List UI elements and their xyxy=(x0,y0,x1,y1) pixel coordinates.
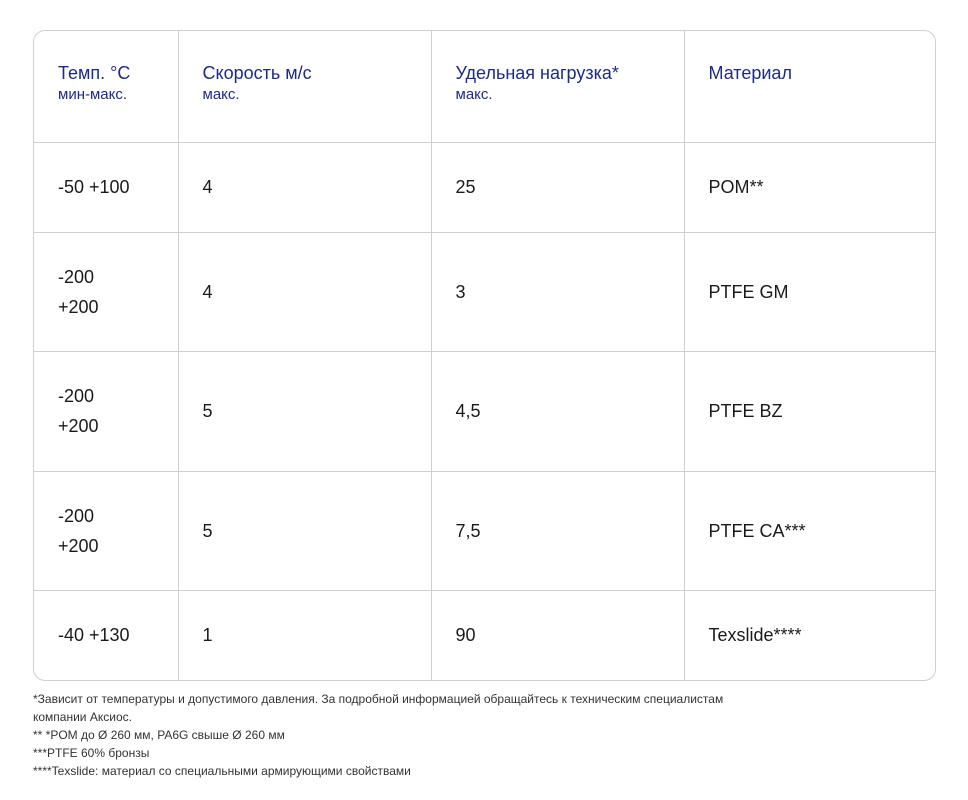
footnotes xyxy=(33,690,733,780)
materials-table xyxy=(34,31,935,680)
temp-line-2: +200 xyxy=(58,416,99,436)
header-temperature-label: Темп. °С xyxy=(58,63,131,83)
cell-material: PTFE BZ xyxy=(684,351,935,471)
cell-load: 25 xyxy=(431,142,684,232)
header-material xyxy=(684,31,935,142)
temp-line-1: -200 xyxy=(58,505,95,526)
temp-line-1: -50 +100 xyxy=(58,177,130,197)
cell-temperature xyxy=(34,471,178,590)
header-load-label: Удельная нагрузка* xyxy=(455,63,619,83)
temp-line-2: +200 xyxy=(58,296,99,317)
cell-load: 7,5 xyxy=(431,471,684,590)
cell-temperature xyxy=(34,590,178,680)
cell-material: PTFE GM xyxy=(684,232,935,351)
table-row xyxy=(34,142,935,232)
header-material-label: Материал xyxy=(708,63,792,83)
header-load xyxy=(431,31,684,142)
cell-material: Texslide**** xyxy=(708,625,802,646)
cell-temperature xyxy=(34,142,178,232)
header-load-sub: макс. xyxy=(455,86,493,103)
cell-speed: 5 xyxy=(178,471,431,590)
header-row xyxy=(34,31,935,142)
materials-table-container xyxy=(33,30,936,681)
table-body xyxy=(34,142,935,680)
temp-line-1: -40 +130 xyxy=(58,625,130,646)
table-row xyxy=(34,471,935,590)
table-row xyxy=(34,351,935,471)
header-speed-sub: макс. xyxy=(202,86,240,103)
cell-load: 3 xyxy=(431,232,684,351)
header-temperature xyxy=(34,31,178,142)
cell-speed: 4 xyxy=(178,142,431,232)
cell-speed: 1 xyxy=(178,590,431,680)
cell-material: PTFE CA*** xyxy=(684,471,935,590)
header-speed xyxy=(178,31,431,142)
table-header xyxy=(34,31,935,142)
cell-temperature xyxy=(34,351,178,471)
temp-line-2: +200 xyxy=(58,535,99,556)
table-row xyxy=(34,232,935,351)
footnote-1: *Зависит от температуры и допустимого давления. За подробной информацией обращайтесь к техническим специалистам компании Аксиос. xyxy=(33,692,724,724)
cell-speed: 5 xyxy=(178,351,431,471)
footnote-4: ****Texslide: материал со специальными армирующими свойствами xyxy=(33,764,411,778)
cell-material: POM** xyxy=(684,142,935,232)
temp-line-1: -200 xyxy=(58,266,95,287)
cell-temperature xyxy=(34,232,178,351)
cell-load: 4,5 xyxy=(431,351,684,471)
footnote-3: ***PTFE 60% бронзы xyxy=(33,746,150,760)
footnote-2: ** *POM до Ø 260 мм, PA6G свыше Ø 260 мм xyxy=(33,728,285,742)
cell-speed: 4 xyxy=(178,232,431,351)
header-temperature-sub: мин-макс. xyxy=(58,86,128,103)
temp-line-1: -200 xyxy=(58,386,95,406)
header-speed-label: Скорость м/с xyxy=(202,63,312,83)
table-row xyxy=(34,590,935,680)
cell-load: 90 xyxy=(431,590,684,680)
